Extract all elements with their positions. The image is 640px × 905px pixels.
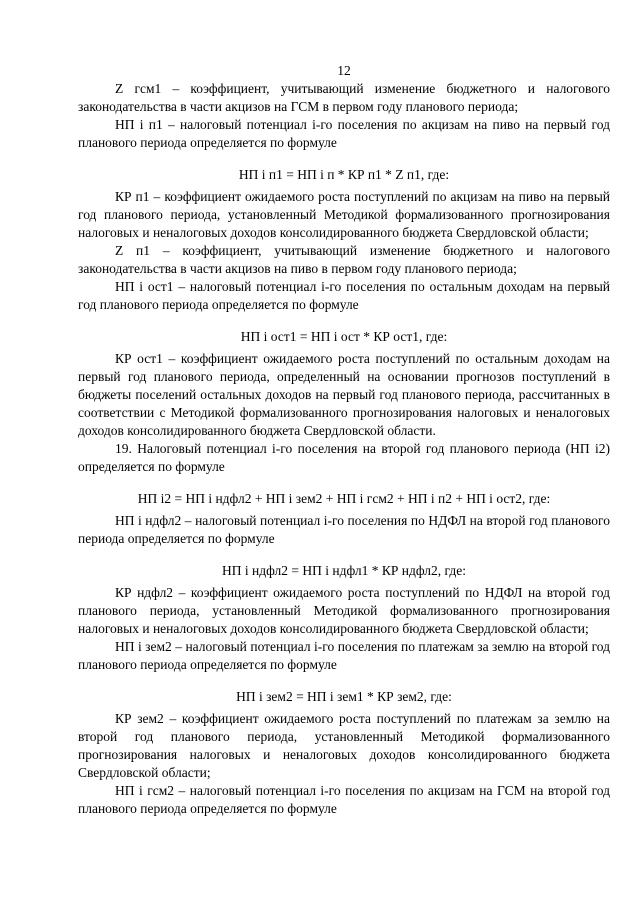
page-number: 12 [337,63,351,78]
paragraph-np-gsm2: НП i гсм2 – налоговый потенциал i-го поселения по акцизам на ГСМ на второй год планового периода определяется по формуле [78,783,610,816]
paragraph-np-zem2: НП i зем2 – налоговый потенциал i-го поселения по платежам за землю на второй год планового периода определяется по формуле [78,639,610,672]
paragraph-item-19: 19. Налоговый потенциал i-го поселения на второй год планового периода (НП i2) определяется по формуле [78,441,610,474]
paragraph-kr-ndfl2: КР ндфл2 – коэффициент ожидаемого роста поступлений по НДФЛ на второй год планового периода, установленный Методикой формализованного прогнозирования налоговых и неналоговых доходов консолидированного бюджета Свердловской области; [78,585,610,636]
formula-np-i2: НП i2 = НП i ндфл2 + НП i зем2 + НП i гсм2 + НП i п2 + НП i ост2, где: [137,491,551,506]
paragraph-np-ost1: НП i ост1 – налоговый потенциал i-го поселения по остальным доходам на первый год планового периода определяется по формуле [78,279,610,312]
paragraph-kr-zem2: КР зем2 – коэффициент ожидаемого роста поступлений по платежам за землю на второй год планового периода, установленный Методикой формализованного прогнозирования налоговых и неналоговых доходов консолидированного бюджета Свердловской области; [78,711,610,780]
formula-np-ndfl2: НП i ндфл2 = НП i ндфл1 * КР ндфл2, где: [222,563,466,578]
formula-np-zem2: НП i зем2 = НП i зем1 * КР зем2, где: [236,689,452,704]
paragraph-kr-p1: КР п1 – коэффициент ожидаемого роста поступлений по акцизам на пиво на первый год планового периода, установленный Методикой формализованного прогнозирования налоговых и неналоговых доходов консолидированного бюджета Свердловской области; [78,189,610,240]
paragraph-z-gsm1: Z гсм1 – коэффициент, учитывающий изменение бюджетного и налогового законодательства в части акцизов на ГСМ в первом году планового периода; [78,81,610,114]
formula-np-ost1: НП i ост1 = НП i ост * КР ост1, где: [240,329,448,344]
paragraph-np-p1: НП i п1 – налоговый потенциал i-го поселения по акцизам на пиво на первый год планового периода определяется по формуле [78,117,610,150]
paragraph-np-ndfl2: НП i ндфл2 – налоговый потенциал i-го поселения по НДФЛ на второй год планового периода определяется по формуле [78,513,610,546]
formula-np-p1: НП i п1 = НП i п * КР п1 * Z п1, где: [238,167,450,182]
paragraph-z-p1: Z п1 – коэффициент, учитывающий изменение бюджетного и налогового законодательства в части акцизов на пиво в первом году планового периода; [78,243,610,276]
document-page [78,0,610,818]
paragraph-kr-ost1: КР ост1 – коэффициент ожидаемого роста поступлений по остальным доходам на первый год планового периода, определенный на основании прогнозов поступлений в бюджеты поселений остальных доходов на первый год планового периода, рассчитанных в соответствии с Методикой формализованного прогнозирования налоговых и неналоговых доходов консолидированного бюджета Свердловской области. [78,351,610,438]
